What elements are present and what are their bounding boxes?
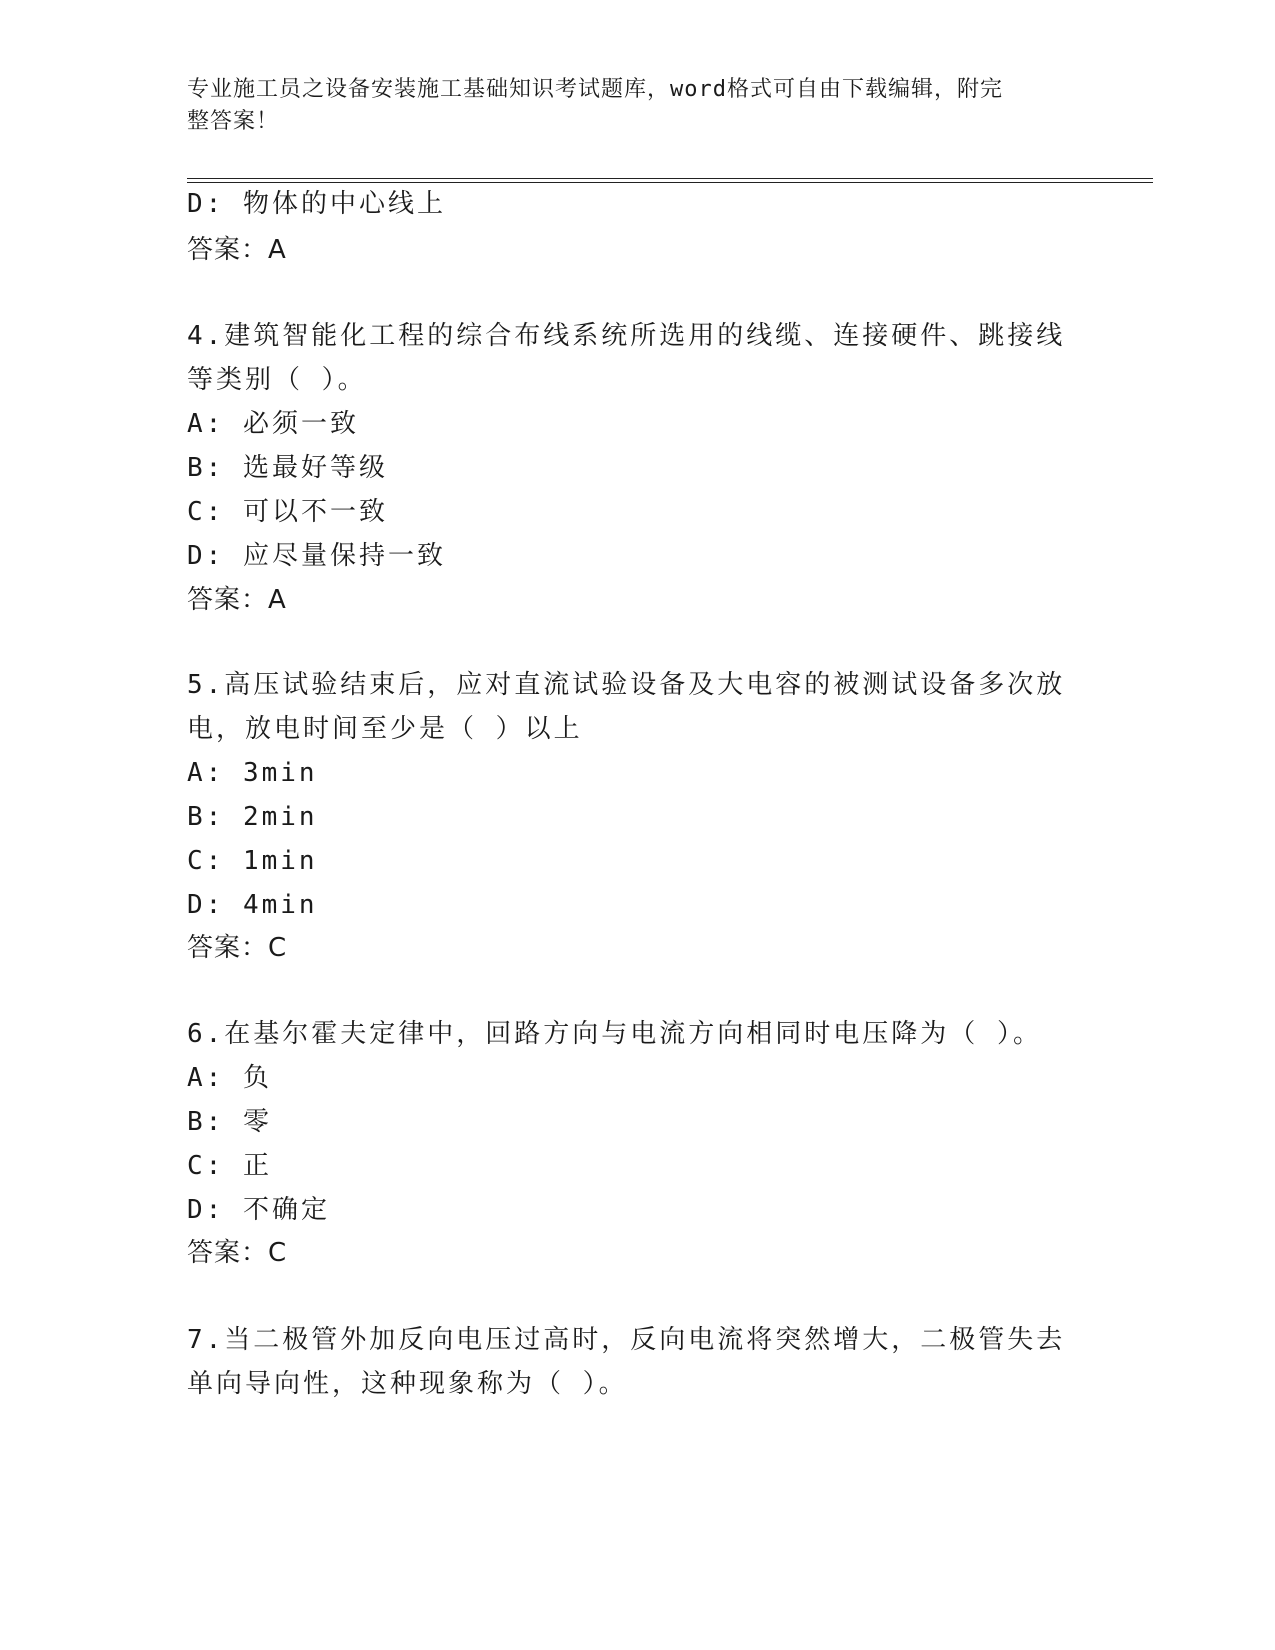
question-4-option-c: C: 可以不一致 [187,497,388,527]
question-5-answer: 答案：C [187,933,288,963]
question-4-option-a: A: 必须一致 [187,409,359,439]
question-6-option-c: C: 正 [187,1151,272,1181]
question-7-stem-line-1: 7.当二极管外加反向电压过高时，反向电流将突然增大，二极管失去 [187,1325,1066,1355]
question-5-option-c: C: 1min [187,846,318,876]
question-6-stem-line-1: 6.在基尔霍夫定律中，回路方向与电流方向相同时电压降为（ ）。 [187,1019,1042,1049]
question-4-stem-line-2: 等类别（ ）。 [187,365,367,395]
question-4-stem-line-1: 4.建筑智能化工程的综合布线系统所选用的线缆、连接硬件、跳接线 [187,321,1066,351]
document-header [187,74,1067,138]
question-5-stem-line-1: 5.高压试验结束后，应对直流试验设备及大电容的被测试设备多次放 [187,670,1066,700]
header-divider [187,178,1153,183]
prev-option-d: D: 物体的中心线上 [187,189,446,219]
question-6-answer: 答案：C [187,1238,288,1268]
question-6-option-d: D: 不确定 [187,1195,330,1225]
header-line-1: 专业施工员之设备安装施工基础知识考试题库，word格式可自由下载编辑，附完 [187,77,1003,102]
question-4-answer: 答案：A [187,585,287,615]
prev-answer: 答案：A [187,235,287,265]
header-line-2: 整答案！ [187,109,280,134]
question-5-stem-line-2: 电，放电时间至少是（ ）以上 [187,714,583,744]
question-7-stem-line-2: 单向导向性，这种现象称为（ ）。 [187,1369,628,1399]
question-5-option-d: D: 4min [187,890,318,920]
question-5-option-b: B: 2min [187,802,318,832]
question-4-option-b: B: 选最好等级 [187,453,388,483]
question-5-option-a: A: 3min [187,758,318,788]
question-6-option-b: B: 零 [187,1107,272,1137]
question-6-option-a: A: 负 [187,1063,272,1093]
question-4-option-d: D: 应尽量保持一致 [187,541,446,571]
